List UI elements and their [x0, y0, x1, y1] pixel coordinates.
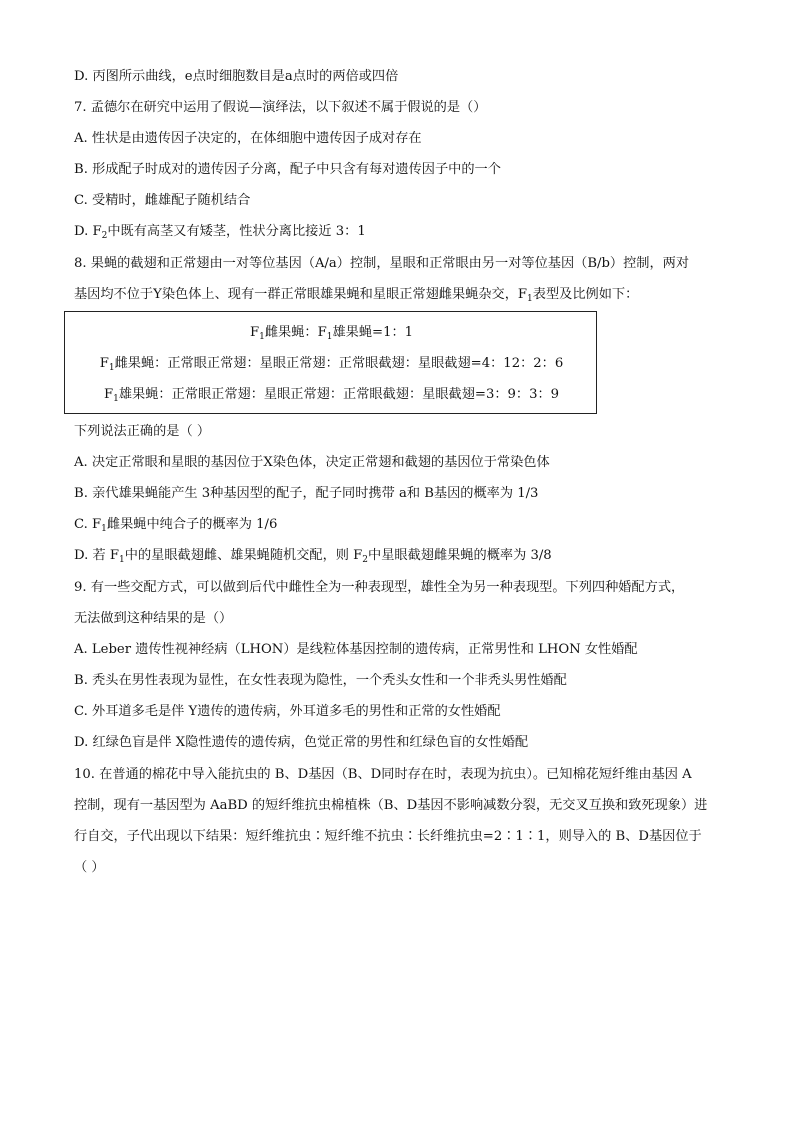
q7-option-a: A. 性状是由遗传因子决定的，在体细胞中遗传因子成对存在 — [74, 131, 422, 146]
q8-option-c: C. $F_1$雌果蝇中纯合子的概率为 1/6 — [74, 517, 278, 534]
q10-stem-line-1: 10. 在普通的棉花中导入能抗虫的 B、D基因（B、D同时存在时，表现为抗虫）。已知棉花短纤维由基因 A — [74, 767, 692, 782]
q10-stem-line-4: （ ） — [74, 860, 105, 875]
q8-option-d: D. 若 $F_1$中的星眼截翅雌、雄果蝇随机交配，则 $F_2$中星眼截翅雌果蝇的概率为 3/8 — [74, 548, 552, 565]
table-row-sex-ratio: $F_1$雌果蝇：$F_1$雄果蝇=1：1 — [249, 325, 414, 342]
q10-stem-line-2: 控制，现有一基因型为 AaBD 的短纤维抗虫棉植株（B、D基因不影响减数分裂，无交叉互换和致死现象）进 — [74, 798, 708, 813]
q9-option-c: C. 外耳道多毛是伴 Y遗传的遗传病，外耳道多毛的男性和正常的女性婚配 — [74, 704, 501, 719]
q9-option-d: D. 红绿色盲是伴 X隐性遗传的遗传病，色觉正常的男性和红绿色盲的女性婚配 — [74, 735, 529, 750]
q7-option-d: D. $F_2$中既有高茎又有矮茎，性状分离比接近 3：1 — [74, 224, 366, 241]
q8-option-b: B. 亲代雄果蝇能产生 3种基因型的配子，配子同时携带 a和 B基因的概率为 1/3 — [74, 486, 539, 501]
q8-option-a: A. 决定正常眼和星眼的基因位于X染色体，决定正常翅和截翅的基因位于常染色体 — [74, 455, 550, 470]
q7-option-b: B. 形成配子时成对的遗传因子分离，配子中只含有每对遗传因子中的一个 — [74, 162, 501, 177]
q8-stem-line-2: 基因均不位于Y染色体上、现有一群正常眼雄果蝇和星眼正常翅雌果蝇杂交，$F_1$表型及比例如下： — [74, 287, 639, 304]
table-row-male: $F_1$雄果蝇：正常眼正常翅：星眼正常翅：正常眼截翅：星眼截翅=3：9：3：9 — [103, 387, 560, 404]
q6-option-d: D. 丙图所示曲线，e点时细胞数目是a点时的两倍或四倍 — [74, 69, 399, 84]
q9-option-a: A. Leber 遗传性视神经病（LHON）是线粒体基因控制的遗传病，正常男性和 LHON 女性婚配 — [74, 642, 638, 657]
f1-phenotype-table — [64, 311, 597, 414]
q7-stem: 7. 孟德尔在研究中运用了假说—演绎法，以下叙述不属于假说的是（） — [74, 100, 487, 115]
q8-stem-line-1: 8. 果蝇的截翅和正常翅由一对等位基因（A/a）控制，星眼和正常眼由另一对等位基因（B/b）控制，两对 — [74, 256, 690, 271]
q9-option-b: B. 秃头在男性表现为显性，在女性表现为隐性，一个秃头女性和一个非秃头男性婚配 — [74, 673, 567, 688]
q7-option-c: C. 受精时，雌雄配子随机结合 — [74, 193, 251, 208]
q10-stem-line-3: 行自交，子代出现以下结果：短纤维抗虫∶短纤维不抗虫∶长纤维抗虫=2∶1∶1，则导入的 B、D基因位于 — [74, 829, 702, 844]
q9-stem-line-2: 无法做到这种结果的是（） — [74, 611, 233, 626]
q9-stem-line-1: 9. 有一些交配方式，可以做到后代中雌性全为一种表现型，雄性全为另一种表现型。下列四种婚配方式， — [74, 580, 685, 595]
table-row-female: $F_1$雌果蝇：正常眼正常翅：星眼正常翅：正常眼截翅：星眼截翅=4：12：2：6 — [99, 356, 564, 373]
q8-question: 下列说法正确的是（ ） — [74, 424, 211, 439]
